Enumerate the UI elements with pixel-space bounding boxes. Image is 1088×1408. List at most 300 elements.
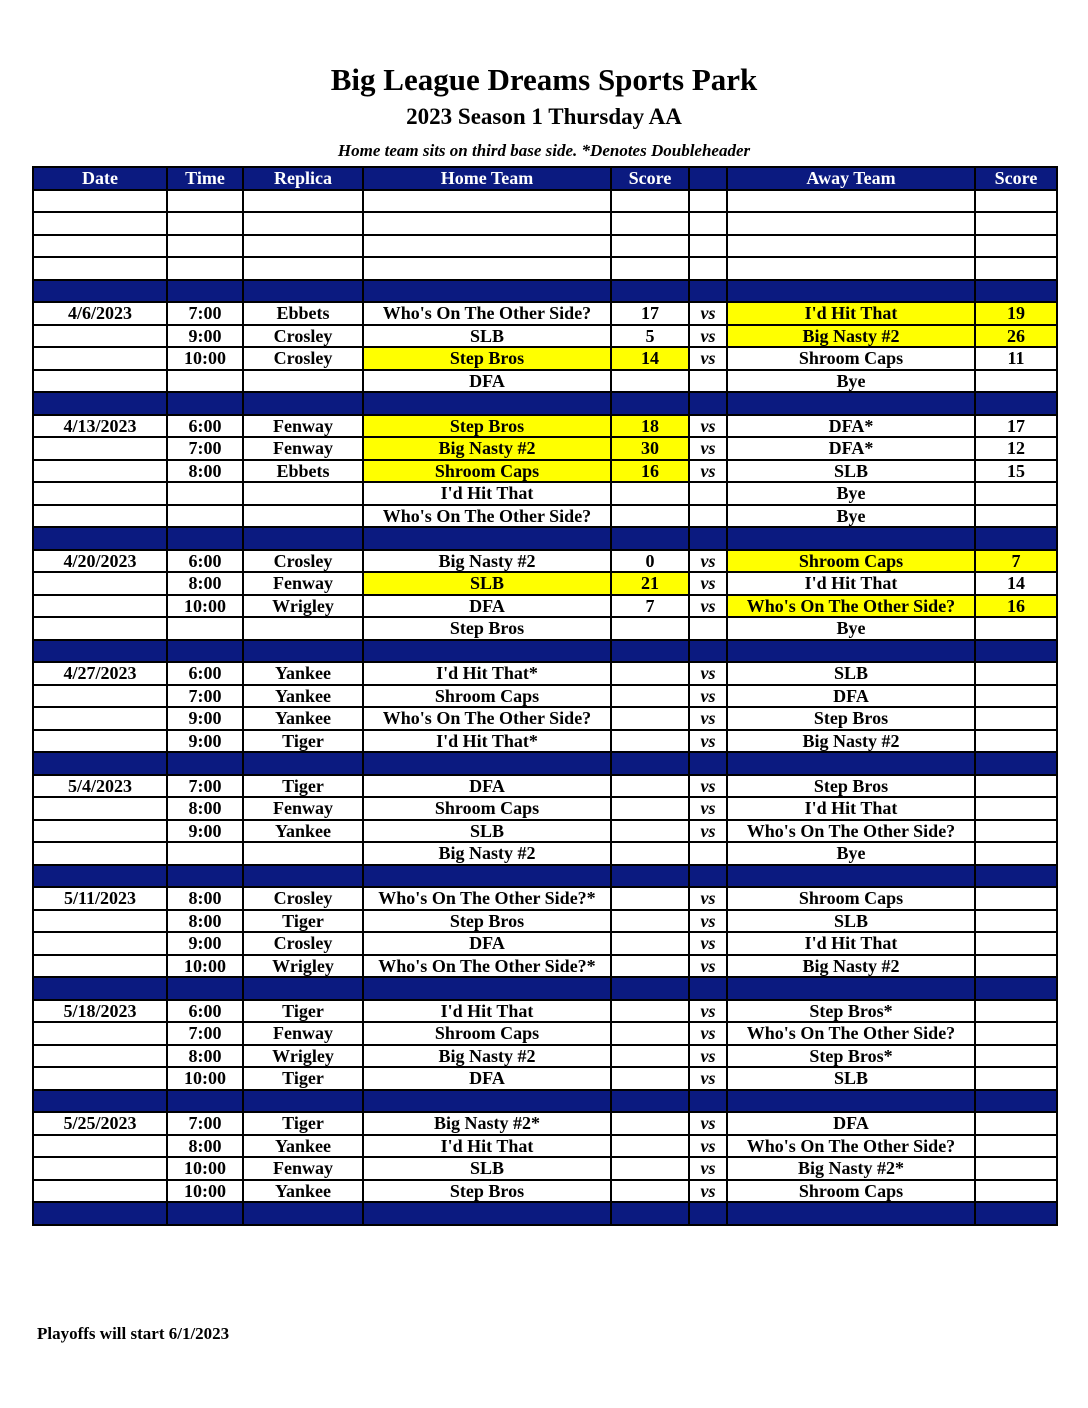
home-team-cell: Big Nasty #2	[363, 550, 611, 573]
date-cell	[33, 730, 167, 753]
separator-cell	[243, 752, 363, 775]
date-cell	[33, 1067, 167, 1090]
separator-cell	[363, 527, 611, 550]
vs-cell: vs	[689, 955, 727, 978]
game-row	[33, 955, 1057, 978]
separator-cell	[363, 1090, 611, 1113]
game-row	[33, 1045, 1057, 1068]
date-cell: 5/18/2023	[33, 1000, 167, 1023]
empty-cell	[689, 212, 727, 235]
away-team-cell: Big Nasty #2	[727, 325, 975, 348]
time-cell: 8:00	[167, 460, 243, 483]
vs-cell: vs	[689, 1067, 727, 1090]
separator-cell	[727, 392, 975, 415]
away-team-cell: Big Nasty #2	[727, 730, 975, 753]
away-team-cell: Bye	[727, 370, 975, 393]
separator-cell	[33, 280, 167, 303]
away-team-cell: SLB	[727, 662, 975, 685]
time-cell	[167, 617, 243, 640]
time-cell: 7:00	[167, 1112, 243, 1135]
game-row	[33, 1157, 1057, 1180]
home-team-cell: Big Nasty #2	[363, 1045, 611, 1068]
replica-cell: Fenway	[243, 1022, 363, 1045]
home-score-cell: 17	[611, 302, 689, 325]
empty-cell	[727, 212, 975, 235]
empty-cell	[975, 257, 1057, 280]
away-score-cell: 14	[975, 572, 1057, 595]
replica-cell	[243, 482, 363, 505]
home-team-cell: SLB	[363, 325, 611, 348]
game-row	[33, 415, 1057, 438]
replica-cell: Tiger	[243, 775, 363, 798]
time-cell: 6:00	[167, 1000, 243, 1023]
separator-cell	[689, 527, 727, 550]
away-team-cell: Step Bros*	[727, 1045, 975, 1068]
time-cell: 10:00	[167, 1157, 243, 1180]
time-cell: 6:00	[167, 550, 243, 573]
away-team-cell: Step Bros	[727, 707, 975, 730]
away-score-cell	[975, 482, 1057, 505]
game-row	[33, 550, 1057, 573]
home-score-cell: 5	[611, 325, 689, 348]
empty-cell	[611, 190, 689, 213]
date-cell: 4/13/2023	[33, 415, 167, 438]
date-cell: 5/4/2023	[33, 775, 167, 798]
separator-cell	[33, 527, 167, 550]
date-cell	[33, 707, 167, 730]
game-row	[33, 910, 1057, 933]
time-cell: 9:00	[167, 820, 243, 843]
header-row	[33, 167, 1057, 190]
date-cell	[33, 325, 167, 348]
replica-cell: Wrigley	[243, 1045, 363, 1068]
separator-cell	[975, 752, 1057, 775]
home-team-cell: SLB	[363, 820, 611, 843]
separator-cell	[689, 752, 727, 775]
vs-cell: vs	[689, 572, 727, 595]
separator-cell	[611, 1090, 689, 1113]
vs-cell: vs	[689, 302, 727, 325]
separator-cell	[243, 1090, 363, 1113]
time-cell: 7:00	[167, 302, 243, 325]
date-cell	[33, 460, 167, 483]
away-score-cell	[975, 1135, 1057, 1158]
away-score-cell	[975, 1112, 1057, 1135]
away-team-cell: Shroom Caps	[727, 550, 975, 573]
separator-cell	[975, 640, 1057, 663]
date-cell	[33, 347, 167, 370]
separator-cell	[167, 865, 243, 888]
date-cell	[33, 955, 167, 978]
game-row	[33, 685, 1057, 708]
week-separator-row	[33, 752, 1057, 775]
game-row	[33, 370, 1057, 393]
game-row	[33, 1022, 1057, 1045]
replica-cell: Wrigley	[243, 955, 363, 978]
date-cell	[33, 1180, 167, 1203]
separator-cell	[33, 1202, 167, 1225]
home-score-cell	[611, 707, 689, 730]
date-cell	[33, 1157, 167, 1180]
empty-cell	[727, 235, 975, 258]
away-score-cell	[975, 370, 1057, 393]
home-score-cell: 18	[611, 415, 689, 438]
home-score-cell	[611, 1045, 689, 1068]
separator-cell	[167, 1090, 243, 1113]
separator-cell	[689, 865, 727, 888]
separator-cell	[243, 527, 363, 550]
empty-cell	[363, 257, 611, 280]
time-cell: 8:00	[167, 1135, 243, 1158]
vs-cell: vs	[689, 595, 727, 618]
vs-cell: vs	[689, 437, 727, 460]
vs-cell: vs	[689, 1135, 727, 1158]
away-score-cell	[975, 887, 1057, 910]
time-cell	[167, 370, 243, 393]
date-cell	[33, 1135, 167, 1158]
separator-cell	[975, 392, 1057, 415]
home-score-cell	[611, 955, 689, 978]
game-row	[33, 887, 1057, 910]
replica-cell: Yankee	[243, 1135, 363, 1158]
time-cell: 8:00	[167, 887, 243, 910]
separator-cell	[167, 640, 243, 663]
replica-cell: Yankee	[243, 820, 363, 843]
col-away-score-header: Score	[975, 167, 1057, 190]
home-team-cell: Step Bros	[363, 415, 611, 438]
away-team-cell: Big Nasty #2	[727, 955, 975, 978]
separator-cell	[33, 865, 167, 888]
replica-cell: Yankee	[243, 707, 363, 730]
away-team-cell: DFA	[727, 685, 975, 708]
home-score-cell	[611, 662, 689, 685]
separator-cell	[167, 1202, 243, 1225]
separator-cell	[975, 1202, 1057, 1225]
home-score-cell	[611, 1157, 689, 1180]
away-score-cell	[975, 730, 1057, 753]
date-cell: 4/20/2023	[33, 550, 167, 573]
week-separator-row	[33, 1090, 1057, 1113]
away-team-cell: Bye	[727, 842, 975, 865]
home-score-cell	[611, 1135, 689, 1158]
game-row	[33, 820, 1057, 843]
away-score-cell	[975, 1022, 1057, 1045]
away-team-cell: Big Nasty #2*	[727, 1157, 975, 1180]
empty-cell	[33, 212, 167, 235]
time-cell: 9:00	[167, 325, 243, 348]
vs-cell: vs	[689, 550, 727, 573]
replica-cell: Yankee	[243, 685, 363, 708]
away-score-cell	[975, 1067, 1057, 1090]
separator-cell	[243, 640, 363, 663]
vs-cell: vs	[689, 932, 727, 955]
replica-cell: Tiger	[243, 910, 363, 933]
home-team-cell: Shroom Caps	[363, 685, 611, 708]
week-separator-row	[33, 865, 1057, 888]
vs-cell: vs	[689, 347, 727, 370]
home-score-cell	[611, 370, 689, 393]
vs-cell	[689, 617, 727, 640]
date-cell: 4/6/2023	[33, 302, 167, 325]
game-row	[33, 482, 1057, 505]
separator-cell	[167, 392, 243, 415]
replica-cell: Fenway	[243, 437, 363, 460]
home-score-cell	[611, 1067, 689, 1090]
away-team-cell: SLB	[727, 1067, 975, 1090]
empty-cell	[167, 235, 243, 258]
home-team-cell: I'd Hit That	[363, 1000, 611, 1023]
away-team-cell: Step Bros*	[727, 1000, 975, 1023]
separator-cell	[689, 977, 727, 1000]
separator-cell	[689, 640, 727, 663]
vs-cell: vs	[689, 910, 727, 933]
blank-row	[33, 190, 1057, 213]
date-cell: 5/11/2023	[33, 887, 167, 910]
home-team-cell: Step Bros	[363, 910, 611, 933]
away-score-cell: 15	[975, 460, 1057, 483]
away-score-cell	[975, 1180, 1057, 1203]
date-cell: 5/25/2023	[33, 1112, 167, 1135]
game-row	[33, 1180, 1057, 1203]
vs-cell: vs	[689, 775, 727, 798]
home-score-cell	[611, 932, 689, 955]
time-cell: 7:00	[167, 437, 243, 460]
separator-cell	[363, 640, 611, 663]
date-cell	[33, 505, 167, 528]
separator-cell	[689, 1090, 727, 1113]
separator-cell	[727, 1202, 975, 1225]
empty-cell	[611, 257, 689, 280]
away-team-cell: Bye	[727, 617, 975, 640]
away-score-cell: 7	[975, 550, 1057, 573]
game-row	[33, 842, 1057, 865]
empty-cell	[33, 190, 167, 213]
home-score-cell	[611, 617, 689, 640]
vs-cell	[689, 482, 727, 505]
replica-cell: Crosley	[243, 887, 363, 910]
replica-cell: Yankee	[243, 662, 363, 685]
home-team-cell: Who's On The Other Side?*	[363, 887, 611, 910]
game-row	[33, 1112, 1057, 1135]
home-team-cell: Shroom Caps	[363, 797, 611, 820]
home-score-cell: 0	[611, 550, 689, 573]
game-row	[33, 325, 1057, 348]
time-cell: 6:00	[167, 415, 243, 438]
home-score-cell	[611, 797, 689, 820]
separator-cell	[611, 392, 689, 415]
vs-cell: vs	[689, 460, 727, 483]
home-team-cell: DFA	[363, 595, 611, 618]
home-team-cell: DFA	[363, 932, 611, 955]
replica-cell: Tiger	[243, 730, 363, 753]
separator-cell	[167, 527, 243, 550]
game-row	[33, 617, 1057, 640]
empty-cell	[243, 190, 363, 213]
empty-cell	[167, 212, 243, 235]
time-cell	[167, 842, 243, 865]
vs-cell: vs	[689, 1000, 727, 1023]
empty-cell	[33, 257, 167, 280]
away-score-cell	[975, 707, 1057, 730]
game-row	[33, 595, 1057, 618]
game-row	[33, 797, 1057, 820]
time-cell: 10:00	[167, 1067, 243, 1090]
game-row	[33, 932, 1057, 955]
time-cell: 6:00	[167, 662, 243, 685]
home-team-cell: SLB	[363, 1157, 611, 1180]
vs-cell: vs	[689, 662, 727, 685]
time-cell: 9:00	[167, 932, 243, 955]
empty-cell	[167, 257, 243, 280]
empty-cell	[727, 190, 975, 213]
time-cell: 7:00	[167, 685, 243, 708]
blank-row	[33, 235, 1057, 258]
separator-cell	[167, 752, 243, 775]
separator-cell	[363, 865, 611, 888]
away-score-cell: 16	[975, 595, 1057, 618]
home-team-cell: Step Bros	[363, 617, 611, 640]
away-team-cell: Bye	[727, 505, 975, 528]
replica-cell	[243, 370, 363, 393]
empty-cell	[689, 257, 727, 280]
season-subtitle: 2023 Season 1 Thursday AA	[406, 104, 682, 129]
away-score-cell	[975, 910, 1057, 933]
empty-cell	[363, 190, 611, 213]
empty-cell	[363, 235, 611, 258]
week-separator-row	[33, 280, 1057, 303]
replica-cell: Crosley	[243, 550, 363, 573]
home-score-cell	[611, 1000, 689, 1023]
replica-cell: Fenway	[243, 415, 363, 438]
replica-cell: Fenway	[243, 1157, 363, 1180]
home-team-cell: Shroom Caps	[363, 1022, 611, 1045]
separator-cell	[727, 865, 975, 888]
away-team-cell: Bye	[727, 482, 975, 505]
home-score-cell: 16	[611, 460, 689, 483]
game-row	[33, 1000, 1057, 1023]
replica-cell: Tiger	[243, 1000, 363, 1023]
home-team-cell: SLB	[363, 572, 611, 595]
vs-cell	[689, 505, 727, 528]
game-row	[33, 775, 1057, 798]
replica-cell: Crosley	[243, 932, 363, 955]
separator-cell	[689, 392, 727, 415]
separator-cell	[33, 640, 167, 663]
away-team-cell: Who's On The Other Side?	[727, 820, 975, 843]
empty-cell	[689, 235, 727, 258]
empty-cell	[243, 257, 363, 280]
vs-cell: vs	[689, 1112, 727, 1135]
separator-cell	[611, 752, 689, 775]
home-score-cell	[611, 1180, 689, 1203]
separator-cell	[611, 865, 689, 888]
time-cell	[167, 482, 243, 505]
empty-cell	[975, 190, 1057, 213]
vs-cell: vs	[689, 820, 727, 843]
home-team-cell: DFA	[363, 1067, 611, 1090]
col-vs-header	[689, 167, 727, 190]
empty-cell	[363, 212, 611, 235]
home-score-cell	[611, 842, 689, 865]
week-separator-row	[33, 977, 1057, 1000]
date-cell	[33, 820, 167, 843]
home-team-cell: Who's On The Other Side?	[363, 302, 611, 325]
separator-cell	[363, 752, 611, 775]
separator-cell	[243, 977, 363, 1000]
away-team-cell: SLB	[727, 460, 975, 483]
vs-cell: vs	[689, 1022, 727, 1045]
away-team-cell: Who's On The Other Side?	[727, 1135, 975, 1158]
vs-cell: vs	[689, 415, 727, 438]
vs-cell: vs	[689, 887, 727, 910]
col-time-header: Time	[167, 167, 243, 190]
home-score-cell	[611, 685, 689, 708]
home-score-cell	[611, 730, 689, 753]
separator-cell	[243, 280, 363, 303]
empty-cell	[975, 212, 1057, 235]
separator-cell	[33, 752, 167, 775]
date-cell	[33, 617, 167, 640]
game-row	[33, 347, 1057, 370]
separator-cell	[363, 392, 611, 415]
week-separator-row	[33, 640, 1057, 663]
separator-cell	[363, 280, 611, 303]
separator-cell	[167, 280, 243, 303]
date-cell	[33, 482, 167, 505]
separator-cell	[611, 527, 689, 550]
home-team-cell: Shroom Caps	[363, 460, 611, 483]
week-separator-row	[33, 392, 1057, 415]
away-score-cell	[975, 797, 1057, 820]
vs-cell: vs	[689, 325, 727, 348]
time-cell: 9:00	[167, 707, 243, 730]
home-score-cell	[611, 775, 689, 798]
separator-cell	[727, 977, 975, 1000]
date-cell	[33, 1045, 167, 1068]
home-team-cell: I'd Hit That	[363, 1135, 611, 1158]
schedule-table	[32, 166, 1058, 1226]
time-cell: 8:00	[167, 797, 243, 820]
home-team-cell: I'd Hit That	[363, 482, 611, 505]
date-cell	[33, 595, 167, 618]
home-team-cell: DFA	[363, 775, 611, 798]
blank-row	[33, 212, 1057, 235]
away-team-cell: I'd Hit That	[727, 797, 975, 820]
time-cell: 8:00	[167, 1045, 243, 1068]
empty-cell	[727, 257, 975, 280]
away-score-cell: 19	[975, 302, 1057, 325]
away-score-cell: 17	[975, 415, 1057, 438]
date-cell	[33, 437, 167, 460]
home-score-cell	[611, 505, 689, 528]
replica-cell: Crosley	[243, 325, 363, 348]
replica-cell: Wrigley	[243, 595, 363, 618]
separator-cell	[975, 977, 1057, 1000]
away-team-cell: I'd Hit That	[727, 932, 975, 955]
time-cell: 7:00	[167, 1022, 243, 1045]
home-score-cell	[611, 1022, 689, 1045]
game-row	[33, 460, 1057, 483]
away-team-cell: I'd Hit That	[727, 572, 975, 595]
away-score-cell	[975, 1045, 1057, 1068]
replica-cell: Yankee	[243, 1180, 363, 1203]
time-cell: 8:00	[167, 910, 243, 933]
time-cell: 10:00	[167, 347, 243, 370]
time-cell: 10:00	[167, 955, 243, 978]
away-team-cell: I'd Hit That	[727, 302, 975, 325]
home-team-cell: I'd Hit That*	[363, 730, 611, 753]
separator-cell	[611, 280, 689, 303]
